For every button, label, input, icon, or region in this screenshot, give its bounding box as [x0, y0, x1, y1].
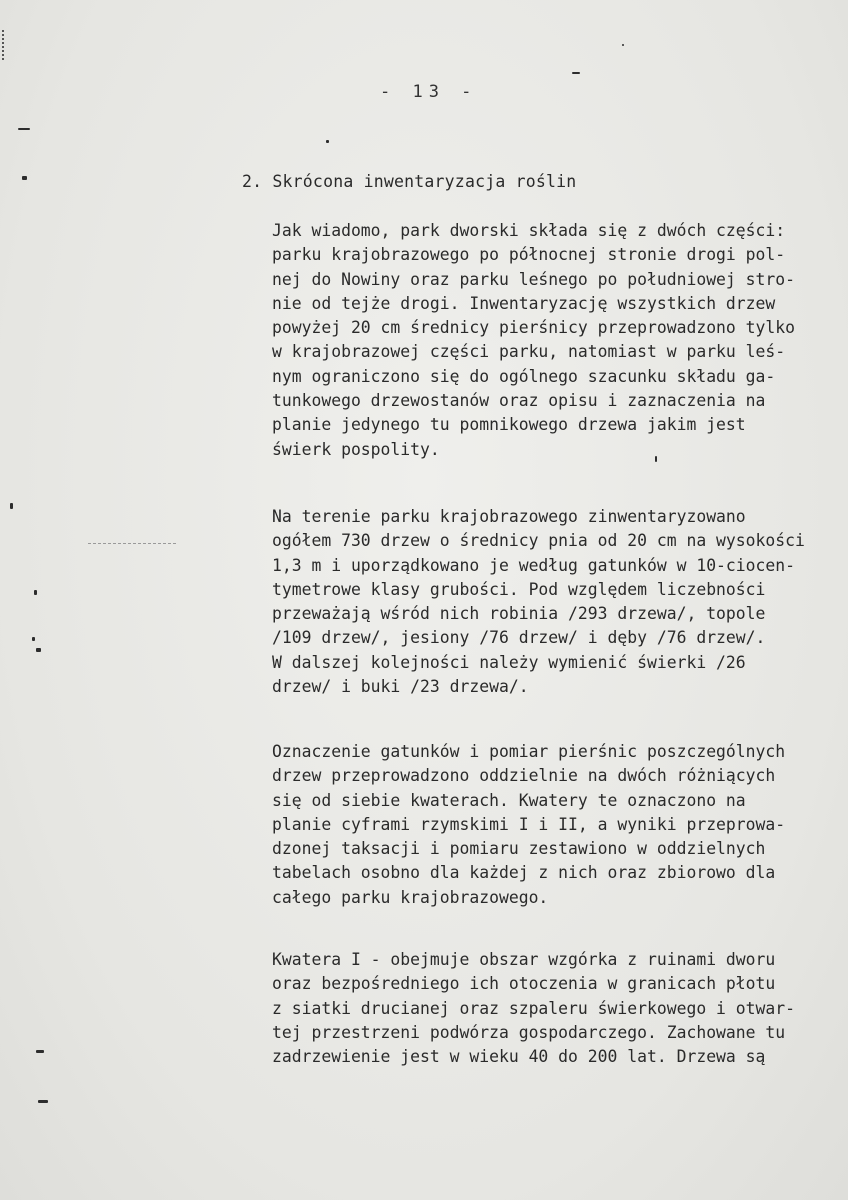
text-line: drzew/ i buki /23 drzewa/.	[272, 677, 529, 697]
text-line: Oznaczenie gatunków i pomiar pierśnic poszczególnych	[272, 742, 786, 761]
scan-edge-mark	[2, 30, 12, 60]
text-line: parku krajobrazowego po północnej stronie drogi pol-	[272, 245, 786, 265]
text-line: /109 drzew/, jesiony /76 drzew/ i dęby /76 drzew/.	[272, 628, 766, 648]
text-line: drzew przeprowadzono oddzielnie na dwóch różniących	[272, 766, 776, 786]
text-line: się od siebie kwaterach. Kwatery te oznaczono na	[272, 790, 746, 810]
text-line: w krajobrazowej części parku, natomiast w parku leś-	[272, 342, 786, 362]
text-line: ogółem 730 drzew o średnicy pnia od 20 cm na wysokości	[272, 531, 805, 551]
scan-speck	[22, 176, 27, 180]
scan-speck	[34, 590, 37, 595]
text-line: W dalszej kolejności należy wymienić świerki /26	[272, 652, 746, 672]
scan-speck	[36, 648, 41, 652]
text-line: nej do Nowiny oraz parku leśnego po południowej stro-	[272, 269, 796, 289]
text-line: Na terenie parku krajobrazowego zinwentaryzowano	[272, 507, 746, 526]
text-line: nie od tejże drogi. Inwentaryzację wszystkich drzew	[272, 293, 776, 313]
scan-speck	[36, 1050, 44, 1053]
paragraph-2	[272, 505, 805, 699]
scan-dash-mark	[88, 543, 176, 546]
text-line: tabelach osobno dla każdej z nich oraz zbiorowo dla	[272, 863, 776, 883]
text-line: Kwatera I - obejmuje obszar wzgórka z ruinami dworu	[272, 950, 776, 969]
text-line: nym ograniczono się do ogólnego szacunku składu ga-	[272, 366, 776, 386]
scan-speck	[10, 503, 13, 509]
page-number: - 13 -	[380, 82, 478, 102]
text-line: powyżej 20 cm średnicy pierśnicy przeprowadzono tylko	[272, 318, 796, 338]
paragraph-4	[272, 948, 795, 1069]
text-line: tymetrowe klasy grubości. Pod względem liczebności	[272, 579, 766, 599]
text-line: z siatki drucianej oraz szpaleru świerkowego i otwar-	[272, 998, 796, 1018]
paragraph-1	[272, 219, 795, 462]
text-line: całego parku krajobrazowego.	[272, 887, 549, 907]
scan-speck	[326, 140, 329, 143]
scan-speck	[32, 637, 35, 641]
text-line: tej przestrzeni podwórza gospodarczego. Zachowane tu	[272, 1022, 786, 1042]
text-line: planie cyframi rzymskimi I i II, a wyniki przeprowa-	[272, 814, 786, 834]
scan-speck	[18, 128, 30, 130]
text-line: zadrzewienie jest w wieku 40 do 200 lat. Drzewa są	[272, 1047, 766, 1067]
text-line: świerk pospolity.	[272, 439, 440, 459]
text-line: 1,3 m i uporządkowano je według gatunków w 10-ciocen-	[272, 555, 796, 575]
paragraph-3	[272, 740, 785, 910]
text-line: planie jedynego tu pomnikowego drzewa jakim jest	[272, 415, 746, 435]
text-line: oraz bezpośredniego ich otoczenia w granicach płotu	[272, 974, 776, 994]
scan-speck	[622, 44, 624, 46]
text-line: przeważają wśród nich robinia /293 drzewa/, topole	[272, 604, 766, 624]
text-line: tunkowego drzewostanów oraz opisu i zaznaczenia na	[272, 391, 766, 411]
text-line: dzonej taksacji i pomiaru zestawiono w oddzielnych	[272, 839, 766, 859]
scan-speck	[38, 1100, 48, 1103]
scan-speck	[572, 72, 580, 74]
text-line: Jak wiadomo, park dworski składa się z dwóch części:	[272, 221, 786, 240]
section-heading: 2. Skrócona inwentaryzacja roślin	[242, 172, 577, 191]
